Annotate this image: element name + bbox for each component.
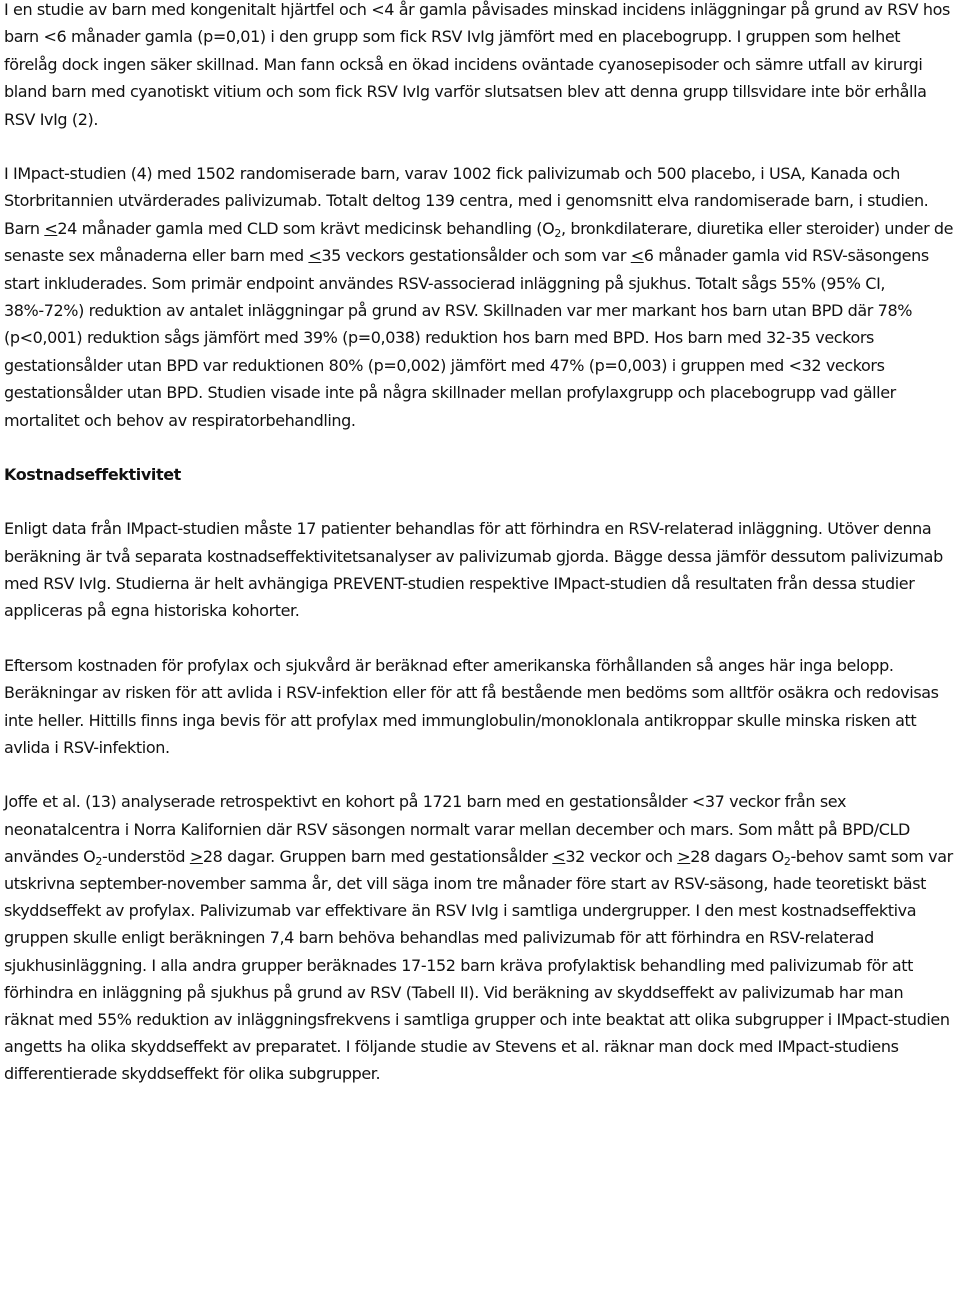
subscript: 2 <box>95 854 102 868</box>
subscript: 2 <box>554 226 561 240</box>
paragraph-joffe-study: Joffe et al. (13) analyserade retrospektivt en kohort på 1721 barn med en gestationsålder <37 veckor från sex neonatalcentra i Norra Kalifornien där RSV säsongen normalt varar mellan december och mars. Som mått på BPD/CLD användes $O_2$-understöd >28 dagar. Gruppen barn med gestationsålder <32 veckor och >28 dagars $O_2$-behov samt som var utskrivna september-november samma år, det vill säga inom tre månader före start av RSV-säsong, hade teoretiskt bäst skyddseffekt av profylax. Palivizumab var effektivare än RSV IvIg i samtliga undergrupper. I den mest kostnadseffektiva gruppen skulle enligt beräkningen 7,4 barn behöva behandlas med palivizumab för att förhindra en RSV-relaterad sjukhusinläggning. I alla andra grupper beräknades 17-152 barn kräva profylaktisk behandling med palivizumab för att förhindra en inläggning på sjukhus på grund av RSV (Tabell II). Vid beräkning av skyddseffekt av palivizumab har man räknat med 55% reduktion av inläggningsfrekvens i samtliga grupper och inte beaktat att olika subgrupper i IMpact-studien angetts ha olika skyddseffekt av preparatet. I följande studie av Stevens et al. räknar man dock med IMpact-studiens differentierade skyddseffekt för olika subgrupper. <box>4 792 953 1084</box>
paragraph-cost-analysis: Enligt data från IMpact-studien måste 17 patienter behandlas för att förhindra en RSV-relaterad inläggning. Utöver denna beräkning är två separata kostnadseffektivitetsanalyser av palivizumab gjorda. Bägge dessa jämför dessutom palivizumab med RSV IvIg. Studierna är helt avhängiga PREVENT-studien respektive IMpact-studien då resultaten från dessa studier appliceras på egna historiska kohorter. <box>4 519 943 621</box>
paragraph-impact-study: I IMpact-studien (4) med 1502 randomiserade barn, varav 1002 fick palivizumab och 500 placebo, i USA, Kanada och Storbritannien utvärderades palivizumab. Totalt deltog 139 centra, med i genomsnitt elva randomiserade barn, i studien. Barn <24 månader gamla med CLD som krävt medicinsk behandling ($O_2$, bronkdilaterare, diuretika eller steroider) under de senaste sex månaderna eller barn med <35 veckors gestationsålder och som var <6 månader gamla vid RSV-säsongens start inkluderades. Som primär endpoint användes RSV-associerad inläggning på sjukhus. Totalt sågs 55% (95% CI, 38%-72%) reduktion av antalet inläggningar på grund av RSV. Skillnaden var mer markant hos barn utan BPD där 78% (p<0,001) reduktion sågs jämfört med 39% (p=0,038) reduktion hos barn med BPD. Hos barn med 32-35 veckors gestationsålder utan BPD var reduktionen 80% (p=0,002) jämfört med 47% (p=0,003) i gruppen med <32 veckors gestationsålder utan BPD. Studien visade inte på några skillnader mellan profylaxgrupp och placebogrupp vad gäller mortalitet och behov av respiratorbehandling. <box>4 164 954 430</box>
paragraph-cost-disclaimer: Eftersom kostnaden för profylax och sjukvård är beräknad efter amerikanska förhållanden så anges här inga belopp. Beräkningar av risken för att avlida i RSV-infektion eller för att få bestående men bedöms som alltför osäkra och redovisas inte heller. Hittills finns inga bevis för att profylax med immunglobulin/monoklonala antikroppar skulle minska risken att avlida i RSV-infektion. <box>4 655 939 757</box>
paragraph-congenital-heart-study: I en studie av barn med kongenitalt hjärtfel och <4 år gamla påvisades minskad incidens inläggningar på grund av RSV hos barn <6 månader gamla (p=0,01) i den grupp som fick RSV IvIg jämfört med en placebogrupp. I gruppen som helhet förelåg dock ingen säker skillnad. Man fann också en ökad incidens oväntade cyanosepisoder och sämre utfall av kirurgi bland barn med cyanotiskt vitium och som fick RSV IvIg varför slutsatsen blev att denna grupp tillsvidare inte bör erhålla RSV IvIg (2). <box>4 0 950 129</box>
underlined-symbol: < <box>44 218 58 238</box>
underlined-symbol: > <box>677 846 691 866</box>
subscript: 2 <box>783 854 791 868</box>
document-page <box>4 0 956 1088</box>
paragraph-spacer <box>4 133 956 160</box>
paragraph-spacer <box>4 434 956 461</box>
underlined-symbol: < <box>552 846 566 866</box>
underlined-symbol: > <box>189 846 203 866</box>
section-heading: Kostnadseffektivitet <box>4 465 181 485</box>
underlined-symbol: < <box>308 246 322 266</box>
paragraph-spacer <box>4 625 956 652</box>
paragraph-spacer <box>4 488 956 515</box>
underlined-symbol: < <box>630 246 644 266</box>
paragraph-spacer <box>4 761 956 788</box>
